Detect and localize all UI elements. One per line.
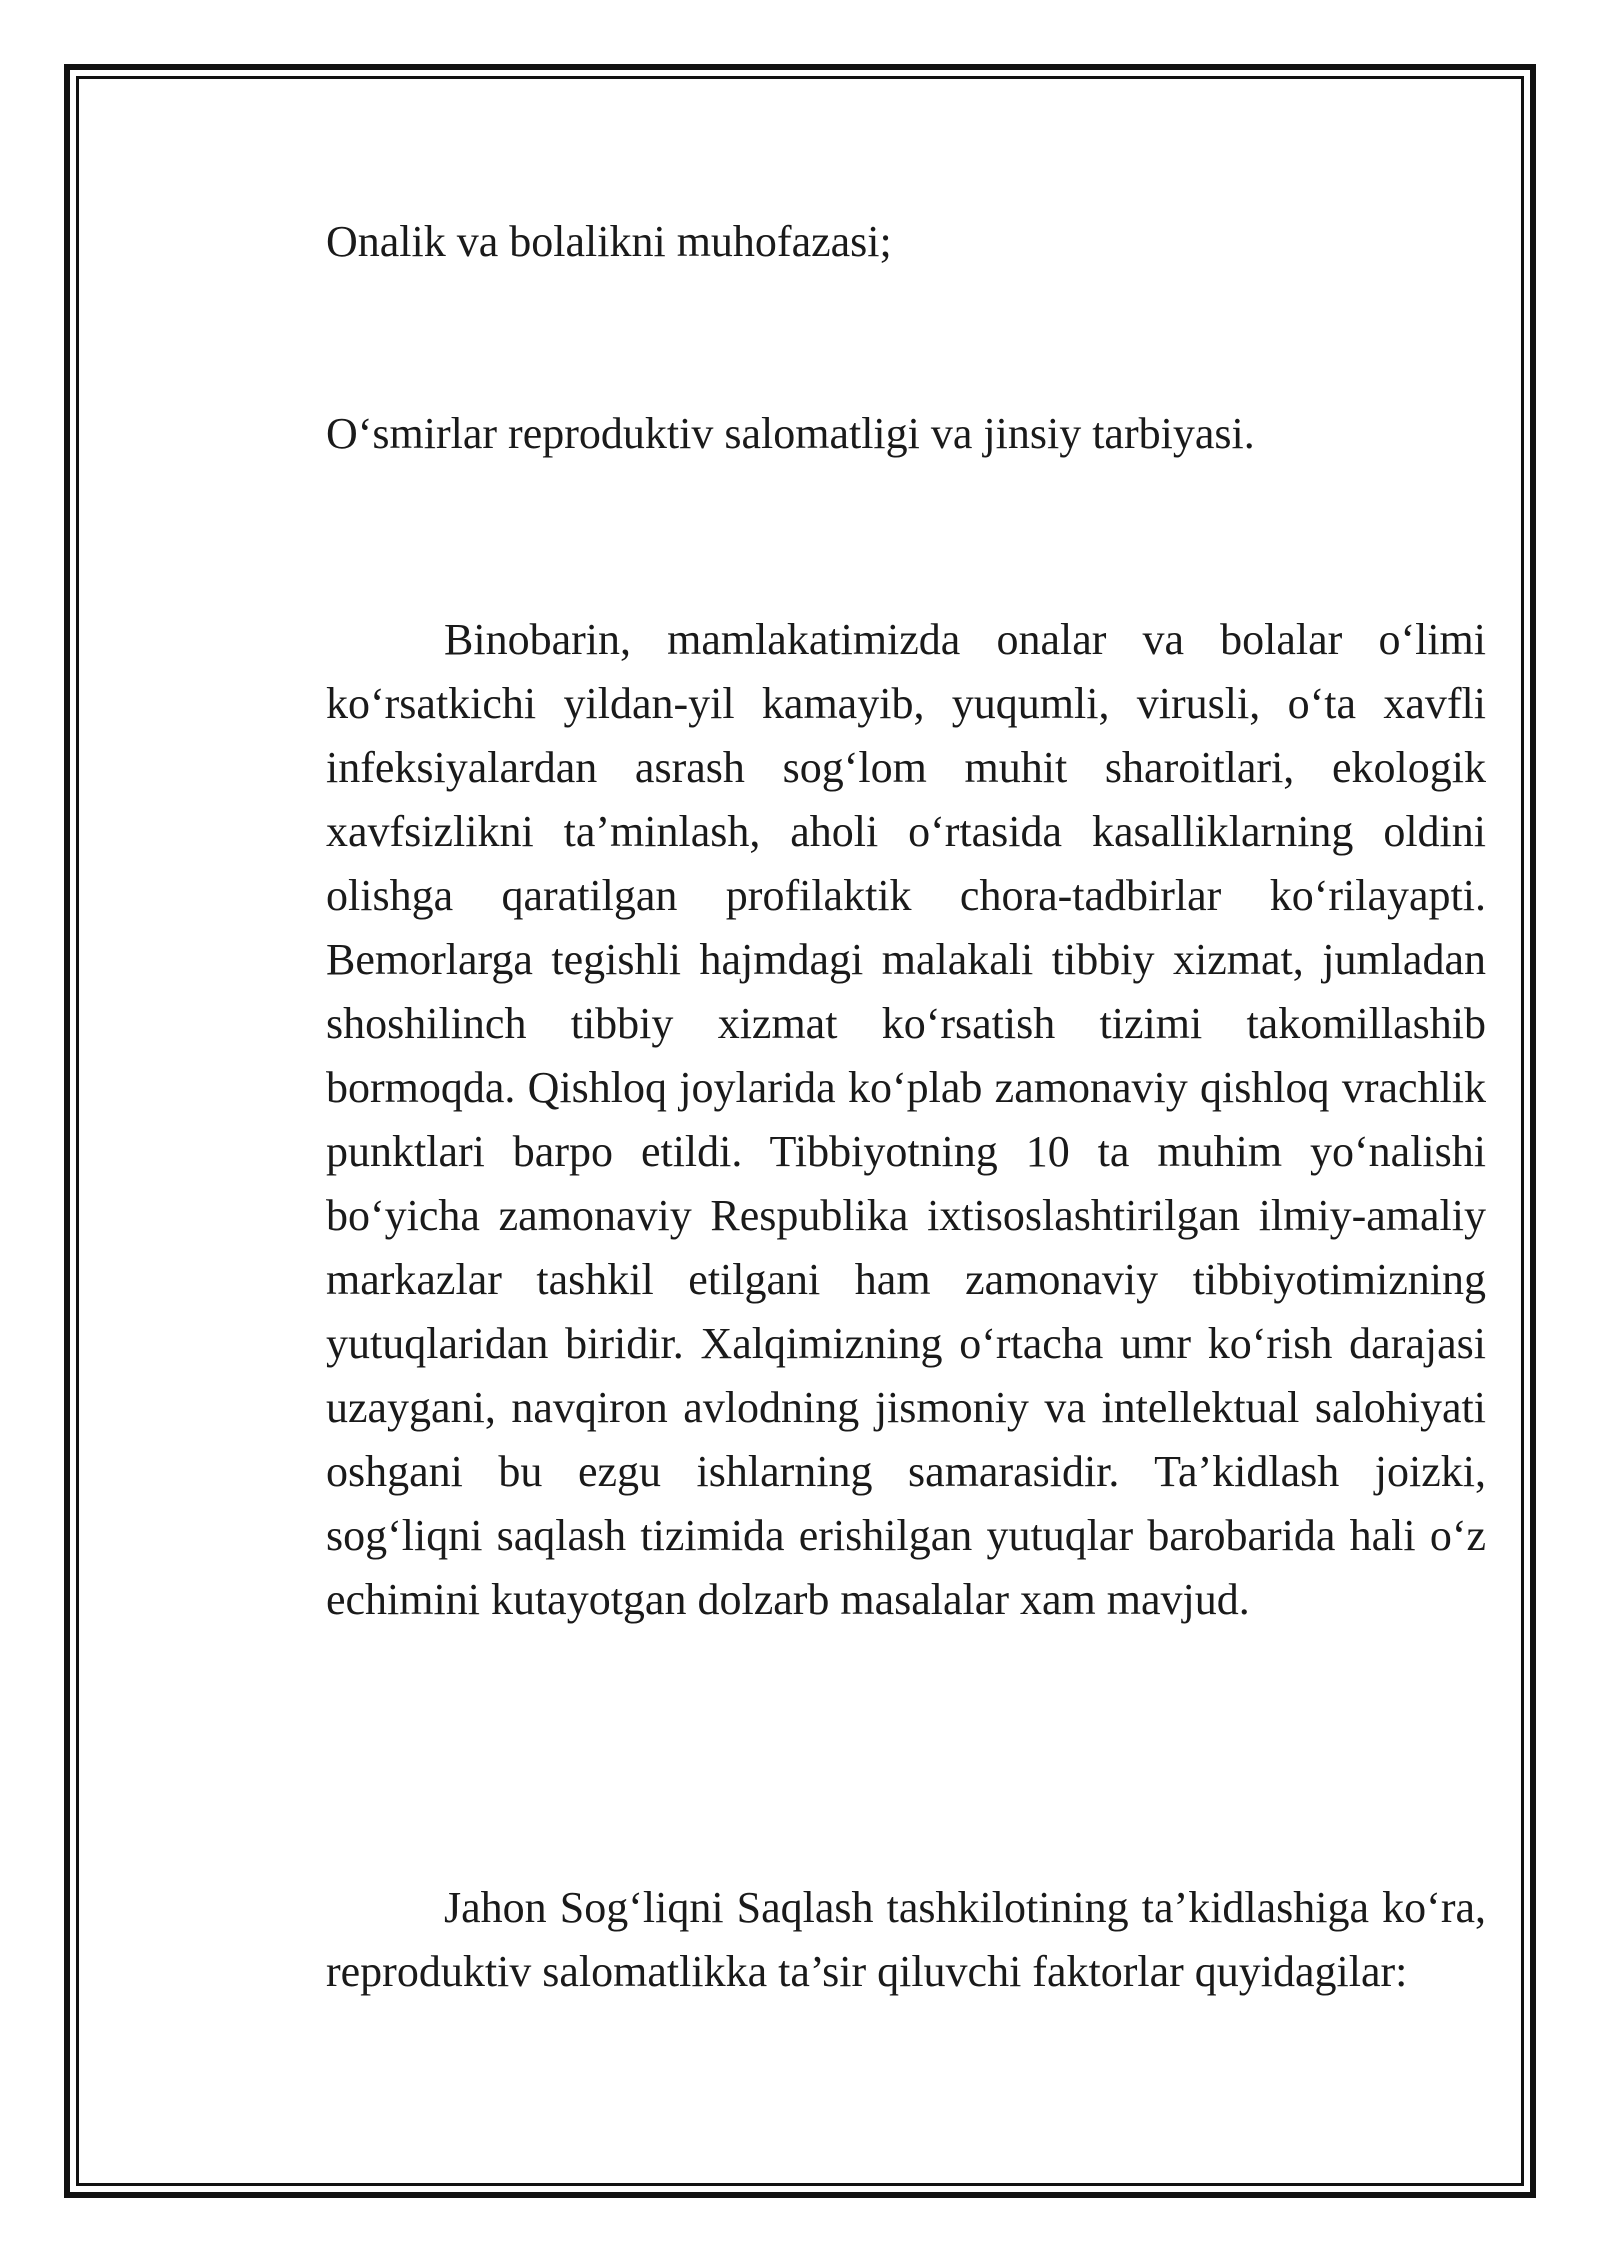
body-paragraph-1: Binobarin, mamlakatimizda onalar va bolalar o‘limi ko‘rsatkichi yildan-yil kamayib, yuqumli, virusli, o‘ta xavfli infeksiyalardan asrash sog‘lom muhit sharoitlari, ekologik xavfsizlikni ta’minlash, aholi o‘rtasida kasalliklarning oldini olishga qaratilgan profilaktik chora-tadbirlar ko‘rilayapti. Bemorlarga tegishli hajmdagi malakali tibbiy xizmat, jumladan shoshilinch tibbiy xizmat ko‘rsatish tizimi takomillashib bormoqda. Qishloq joylarida ko‘plab zamonaviy qishloq vrachlik punktlari barpo etildi. Tibbiyotning 10 ta muhim yo‘nalishi bo‘yicha zamonaviy Respublika ixtisoslashtirilgan ilmiy-amaliy markazlar tashkil etilgani ham zamonaviy tibbiyotimizning yutuqlaridan biridir. Xalqimizning o‘rtacha umr ko‘rish darajasi uzaygani, navqiron avlodning jismoniy va intellektual salohiyati oshgani bu ezgu ishlarning samarasidir. Ta’kidlash joizki, sog‘liqni saqlash tizimida erishilgan yutuqlar barobarida hali o‘z echimini kutayotgan dolzarb masalalar xam mavjud. bbox=[326, 615, 1486, 1624]
list-line-2: O‘smirlar reproduktiv salomatligi va jinsiy tarbiyasi. bbox=[326, 409, 1255, 458]
list-line-1: Onalik va bolalikni muhofazasi; bbox=[326, 217, 892, 266]
body-paragraph-2: Jahon Sog‘liqni Saqlash tashkilotining ta’kidlashiga ko‘ra, reproduktiv salomatlikka ta’sir qiluvchi faktorlar quyidagilar: bbox=[326, 1883, 1486, 1996]
